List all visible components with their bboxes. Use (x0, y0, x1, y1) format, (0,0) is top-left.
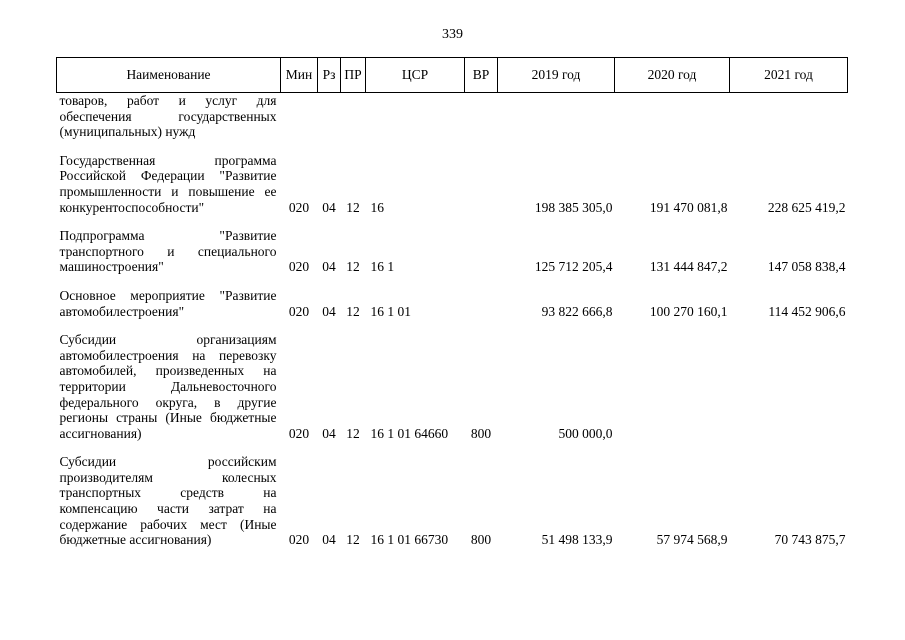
row-2020 (615, 93, 730, 140)
row-csr: 16 1 01 64660 (370, 425, 449, 441)
row-2020: 191 470 081,8 (649, 199, 728, 215)
row-2020: 100 270 160,1 (649, 303, 728, 319)
row-pr (341, 93, 366, 140)
row-min: 020 (288, 259, 310, 275)
row-2020 (615, 332, 730, 441)
budget-table (56, 57, 848, 548)
row-name: товаров, работ и услуг для обеспечения государственных (муниципальных) нужд (59, 93, 277, 140)
row-csr: 16 1 01 (370, 303, 411, 319)
row-name: Основное мероприятие "Развитие автомобилестроения" (59, 287, 277, 319)
row-pr: 12 (346, 259, 360, 275)
row-vr: 800 (470, 532, 492, 548)
header-2020: 2020 год (615, 58, 730, 93)
row-csr: 16 1 (370, 259, 395, 275)
header-min: Мин (281, 58, 318, 93)
row-2021: 114 452 906,6 (768, 303, 846, 319)
header-rz: Рз (318, 58, 341, 93)
table-row (57, 288, 848, 319)
row-csr (366, 93, 465, 140)
row-vr (465, 288, 498, 319)
header-name: Наименование (57, 58, 281, 93)
row-spacer (57, 275, 848, 288)
row-rz: 04 (322, 259, 336, 275)
row-csr: 16 (370, 199, 384, 215)
row-2020: 131 444 847,2 (649, 259, 728, 275)
row-2021 (730, 93, 848, 140)
row-2021: 147 058 838,4 (767, 259, 846, 275)
row-min: 020 (288, 532, 310, 548)
row-min: 020 (288, 303, 310, 319)
row-pr: 12 (346, 303, 360, 319)
table-row (57, 153, 848, 215)
header-vr: ВР (465, 58, 498, 93)
row-min: 020 (288, 199, 310, 215)
row-csr: 16 1 01 66730 (370, 532, 449, 548)
row-name: Подпрограмма "Развитие транспортного и специального машиностроения" (59, 228, 277, 275)
row-2019: 198 385 305,0 (534, 199, 613, 215)
row-vr (465, 228, 498, 275)
row-2019: 500 000,0 (558, 425, 613, 441)
row-name: Государственная программа Российской Федерации "Развитие промышленности и повышение ее конкурентоспособности" (59, 152, 277, 215)
header-pr: ПР (341, 58, 366, 93)
row-rz: 04 (322, 199, 336, 215)
row-2019: 51 498 133,9 (541, 532, 613, 548)
row-spacer (57, 441, 848, 454)
table-row (57, 332, 848, 441)
row-2021: 70 743 875,7 (774, 532, 846, 548)
row-rz: 04 (322, 303, 336, 319)
page-number: 339 (442, 27, 463, 42)
row-spacer (57, 140, 848, 153)
row-rz: 04 (322, 532, 336, 548)
table-header-row (57, 58, 848, 93)
row-rz (318, 93, 341, 140)
row-min: 020 (288, 425, 310, 441)
table-row (57, 228, 848, 275)
row-pr: 12 (346, 425, 360, 441)
row-2021: 228 625 419,2 (767, 199, 846, 215)
row-min (281, 93, 318, 140)
row-spacer (57, 319, 848, 332)
table-row (57, 454, 848, 548)
row-2019: 125 712 205,4 (534, 259, 613, 275)
row-name: Субсидии организациям автомобилестроения на перевозку автомобилей, произведенных на территории Дальневосточного федерального округа, в другие регионы страны (Иные бюджетные ассигнования) (59, 332, 277, 441)
table-row (57, 93, 848, 140)
row-2021 (730, 332, 848, 441)
row-vr (465, 153, 498, 215)
row-pr: 12 (346, 199, 360, 215)
row-vr (465, 93, 498, 140)
row-2019 (498, 93, 615, 140)
row-spacer (57, 215, 848, 228)
header-2021: 2021 год (730, 58, 848, 93)
header-csr: ЦСР (366, 58, 465, 93)
row-2020: 57 974 568,9 (656, 532, 728, 548)
row-2019: 93 822 666,8 (541, 303, 613, 319)
row-pr: 12 (346, 532, 360, 548)
row-rz: 04 (322, 425, 336, 441)
row-vr: 800 (470, 425, 492, 441)
header-2019: 2019 год (498, 58, 615, 93)
row-name: Субсидии российским производителям колесных транспортных средств на компенсацию части затрат на содержание рабочих мест (Иные бюджетные ассигнования) (59, 454, 277, 548)
